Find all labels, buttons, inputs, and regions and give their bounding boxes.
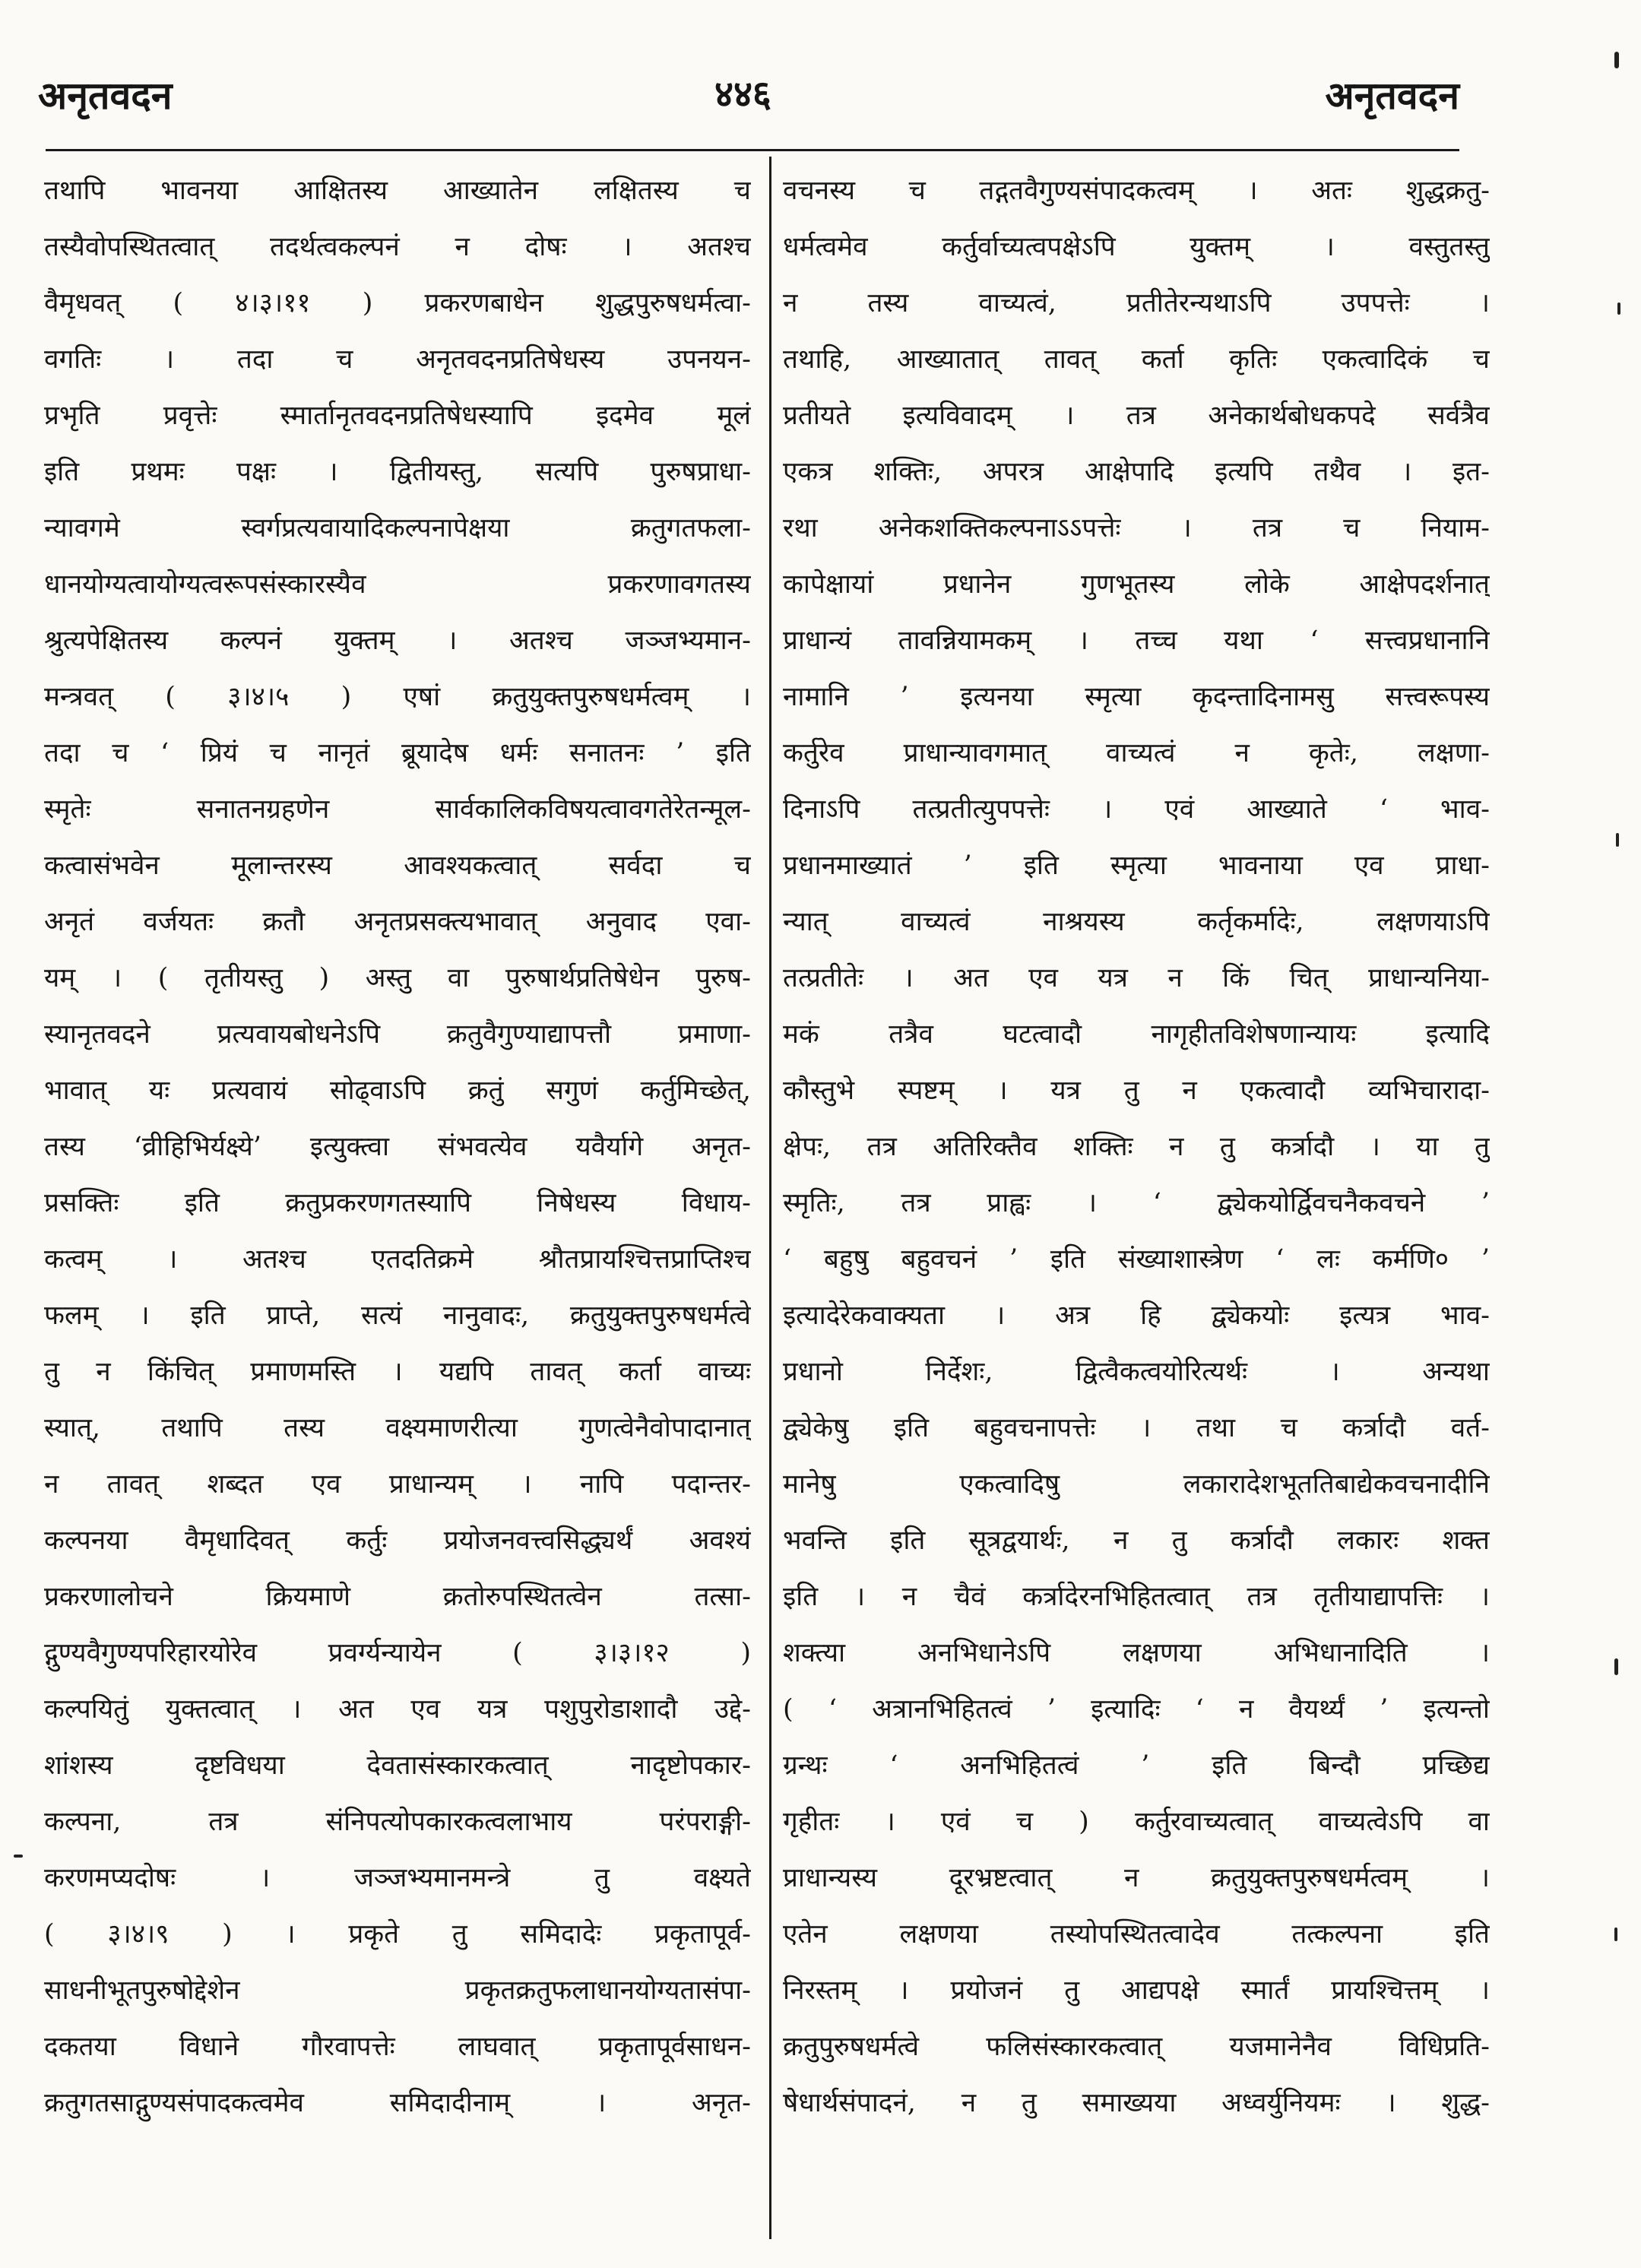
text-line: न्यात् वाच्यत्वं नाश्रयस्य कर्तृकर्मादेः, लक्षणयाऽपि: [783, 907, 1490, 937]
text-line: तथापि भावनया आक्षितस्य आख्यातेन लक्षितस्य च: [44, 176, 751, 206]
text-line: स्यानृतवदने प्रत्यवायबोधनेऽपि क्रतुवैगुण्याद्यापत्तौ प्रमाणा-: [44, 1019, 751, 1050]
text-line: मानेषु एकत्वादिषु लकारादेशभूततिबाद्येकवचनादीनि: [783, 1469, 1490, 1500]
text-line: तु न किंचित् प्रमाणमस्ति । यद्यपि तावत् कर्ता वाच्यः: [44, 1357, 751, 1387]
text-line: श्रुत्यपेक्षितस्य कल्पनं युक्तम् । अतश्च जञ्जभ्यमान-: [44, 626, 751, 656]
text-line: ग्रन्थः ‘ अनभिहितत्वं ’ इति बिन्दौ प्रच्छिद्य: [783, 1750, 1490, 1781]
text-line: साधनीभूतपुरुषोद्देशेन प्रकृतक्रतुफलाधानयोग्यतासंपा-: [44, 1975, 751, 2006]
text-line: गृहीतः । एवं च ) कर्तुरवाच्यत्वात् वाच्यत्वेऽपि वा: [783, 1807, 1490, 1837]
text-line: न तस्य वाच्यत्वं, प्रतीतेरन्यथाऽपि उपपत्तेः ।: [783, 288, 1490, 318]
text-line: ‘ बहुषु बहुवचनं ’ इति संख्याशास्त्रेण ‘ लः कर्मणि० ’: [783, 1244, 1490, 1275]
text-line: रथा अनेकशक्तिकल्पनाऽऽपत्तेः । तत्र च नियाम-: [783, 513, 1490, 543]
text-line: मकं तत्रैव घटत्वादौ नागृहीतविशेषणान्यायः इत्यादि: [783, 1019, 1490, 1050]
text-line: कल्पयितुं युक्तत्वात् । अत एव यत्र पशुपुरोडाशादौ उद्दे-: [44, 1694, 751, 1725]
margin-mark: [14, 1855, 23, 1858]
margin-mark: [1614, 52, 1619, 68]
text-line: प्रधानो निर्देशः, द्वित्वैकत्वयोरित्यर्थः । अन्यथा: [783, 1357, 1490, 1387]
text-line: कल्पनया वैमृधादिवत् कर्तुः प्रयोजनवत्त्वसिद्ध्यर्थं अवश्यं: [44, 1525, 751, 1556]
margin-mark: [1617, 303, 1620, 315]
text-line: करणमप्यदोषः । जञ्जभ्यमानमन्त्रे तु वक्ष्यते: [44, 1863, 751, 1893]
text-line: द्गुण्यवैगुण्यपरिहारयोरेव प्रवर्ग्यन्यायेन ( ३।३।१२ ): [44, 1638, 751, 1668]
running-head-left: अनृतवदन: [38, 73, 173, 118]
text-line: कापेक्षायां प्रधानेन गुणभूतस्य लोके आक्षेपदर्शनात्: [783, 569, 1490, 600]
text-line: शक्त्या अनभिधानेऽपि लक्षणया अभिधानादिति ।: [783, 1638, 1490, 1668]
text-line: प्रतीयते इत्यविवादम् । तत्र अनेकार्थबोधकपदे सर्वत्रैव: [783, 401, 1490, 431]
text-line: फलम् । इति प्राप्ते, सत्यं नानुवादः, क्रतुयुक्तपुरुषधर्मत्वे: [44, 1300, 751, 1331]
text-line: धानयोग्यत्वायोग्यत्वरूपसंस्कारस्यैव प्रकरणावगतस्य: [44, 569, 751, 600]
text-line: प्रसक्तिः इति क्रतुप्रकरणगतस्यापि निषेधस्य विधाय-: [44, 1188, 751, 1218]
text-line: द्व्येकेषु इति बहुवचनापत्तेः । तथा च कर्त्रादौ वर्त-: [783, 1413, 1490, 1443]
page-number: ४४६: [714, 73, 771, 116]
text-line: न्यावगमे स्वर्गप्रत्यवायादिकल्पनापेक्षया क्रतुगतफला-: [44, 513, 751, 543]
text-line: प्राधान्यस्य दूरभ्रष्टत्वात् न क्रतुयुक्तपुरुषधर्मत्वम् ।: [783, 1863, 1490, 1893]
text-line: कल्पना, तत्र संनिपत्योपकारकत्वलाभाय परंपराङ्गी-: [44, 1807, 751, 1837]
text-line: वैमृधवत् ( ४।३।११ ) प्रकरणबाधेन शुद्धपुरुषधर्मत्वा-: [44, 288, 751, 318]
text-line: प्राधान्यं तावन्नियामकम् । तच्च यथा ‘ सत्त्वप्रधानानि: [783, 626, 1490, 656]
right-column: [783, 163, 1490, 2131]
text-line: ( ‘ अत्रानभिहितत्वं ’ इत्यादिः ‘ न वैयर्थ्यं ’ इत्यन्तो: [783, 1694, 1490, 1725]
text-line: क्रतुगतसाद्गुण्यसंपादकत्वमेव समिदादीनाम् । अनृत-: [44, 2088, 751, 2118]
column-divider: [769, 157, 771, 2239]
text-line: वगतिः । तदा च अनृतवदनप्रतिषेधस्य उपनयन-: [44, 344, 751, 375]
text-line: न तावत् शब्दत एव प्राधान्यम् । नापि पदान्तर-: [44, 1469, 751, 1500]
text-line: एकत्र शक्तिः, अपरत्र आक्षेपादि इत्यपि तथैव । इत-: [783, 457, 1490, 487]
text-line: प्रधानमाख्यातं ’ इति स्मृत्या भावनाया एव प्राधा-: [783, 850, 1490, 881]
text-line: निरस्तम् । प्रयोजनं तु आद्यपक्षे स्मार्तं प्रायश्चित्तम् ।: [783, 1975, 1490, 2006]
text-line: इत्यादेरेकवाक्यता । अत्र हि द्व्येकयोः इत्यत्र भाव-: [783, 1300, 1490, 1331]
text-line: तस्यैवोपस्थितत्वात् तदर्थत्वकल्पनं न दोषः । अतश्च: [44, 232, 751, 262]
page-header: [38, 68, 1459, 137]
text-line: तदा च ‘ प्रियं च नानृतं ब्रूयादेष धर्मः सनातनः ’ इति: [44, 738, 751, 768]
text-line: यम् । ( तृतीयस्तु ) अस्तु वा पुरुषार्थप्रतिषेधेन पुरुष-: [44, 963, 751, 993]
text-line: दिनाऽपि तत्प्रतीत्युपपत्तेः । एवं आख्याते ‘ भाव-: [783, 794, 1490, 825]
text-line: तत्प्रतीतेः । अत एव यत्र न किं चित् प्राधान्यनिया-: [783, 963, 1490, 993]
text-line: स्मृतेः सनातनग्रहणेन सार्वकालिकविषयत्वावगतेरेतन्मूल-: [44, 794, 751, 825]
text-line: अनृतं वर्जयतः क्रतौ अनृतप्रसक्त्यभावात् अनुवाद एवा-: [44, 907, 751, 937]
text-line: ( ३।४।९ ) । प्रकृते तु समिदादेः प्रकृतापूर्व-: [44, 1919, 751, 1950]
text-line: नामानि ’ इत्यनया स्मृत्या कृदन्तादिनामसु सत्त्वरूपस्य: [783, 682, 1490, 712]
margin-mark: [1614, 1658, 1618, 1675]
text-line: मन्त्रवत् ( ३।४।५ ) एषां क्रतुयुक्तपुरुषधर्मत्वम् ।: [44, 682, 751, 712]
text-line: क्रतुपुरुषधर्मत्वे फलिसंस्कारकत्वात् यजमानेनैव विधिप्रति-: [783, 2032, 1490, 2062]
text-line: इति प्रथमः पक्षः । द्वितीयस्तु, सत्यपि पुरुषप्राधा-: [44, 457, 751, 487]
running-head-right: अनृतवदन: [1325, 73, 1459, 118]
text-line: तस्य ‘व्रीहिभिर्यक्ष्ये’ इत्युक्त्वा संभवत्येव यवैर्यागे अनृत-: [44, 1132, 751, 1162]
text-line: तथाहि, आख्यातात् तावत् कर्ता कृतिः एकत्वादिकं च: [783, 344, 1490, 375]
text-line: धर्मत्वमेव कर्तुर्वाच्यत्वपक्षेऽपि युक्तम् । वस्तुतस्तु: [783, 232, 1490, 262]
text-line: कत्वासंभवेन मूलान्तरस्य आवश्यकत्वात् सर्वदा च: [44, 850, 751, 881]
text-line: शांशस्य दृष्टविधया देवतासंस्कारकत्वात् नादृष्टोपकार-: [44, 1750, 751, 1781]
text-line: वचनस्य च तद्गतवैगुण्यसंपादकत्वम् । अतः शुद्धक्रतु-: [783, 176, 1490, 206]
text-line: एतेन लक्षणया तस्योपस्थितत्वादेव तत्कल्पना इति: [783, 1919, 1490, 1950]
text-line: कत्वम् । अतश्च एतदतिक्रमे श्रौतप्रायश्चित्तप्राप्तिश्च: [44, 1244, 751, 1275]
text-line: प्रकरणालोचने क्रियमाणे क्रतोरुपस्थितत्वेन तत्सा-: [44, 1582, 751, 1612]
text-line: भवन्ति इति सूत्रद्वयार्थः, न तु कर्त्रादौ लकारः शक्त: [783, 1525, 1490, 1556]
text-line: क्षेपः, तत्र अतिरिक्तैव शक्तिः न तु कर्त्रादौ । या तु: [783, 1132, 1490, 1162]
margin-mark: [1616, 833, 1619, 847]
text-line: प्रभृति प्रवृत्तेः स्मार्तानृतवदनप्रतिषेधस्यापि इदमेव मूलं: [44, 401, 751, 431]
text-line: स्मृतिः, तत्र प्राह्वः । ‘ द्व्येकयोर्द्विवचनैकवचने ’: [783, 1188, 1490, 1218]
text-line: स्यात्, तथापि तस्य वक्ष्यमाणरीत्या गुणत्वेनैवोपादानात्: [44, 1413, 751, 1443]
text-line: इति । न चैवं कर्त्रादेरनभिहितत्वात् तत्र तृतीयाद्यापत्तिः ।: [783, 1582, 1490, 1612]
text-line: कौस्तुभे स्पष्टम् । यत्र तु न एकत्वादौ व्यभिचारादा-: [783, 1075, 1490, 1106]
text-line: दकतया विधाने गौरवापत्तेः लाघवात् प्रकृतापूर्वसाधन-: [44, 2032, 751, 2062]
left-column: [44, 163, 751, 2131]
header-rule: [46, 149, 1459, 151]
text-line: षेधार्थसंपादनं, न तु समाख्यया अध्वर्युनियमः । शुद्ध-: [783, 2088, 1490, 2118]
text-line: कर्तुरेव प्राधान्यावगमात् वाच्यत्वं न कृतेः, लक्षणा-: [783, 738, 1490, 768]
margin-mark: [1614, 1927, 1617, 1941]
text-line: भावात् यः प्रत्यवायं सोढ्वाऽपि क्रतुं सगुणं कर्तुमिच्छेत्,: [44, 1075, 751, 1106]
